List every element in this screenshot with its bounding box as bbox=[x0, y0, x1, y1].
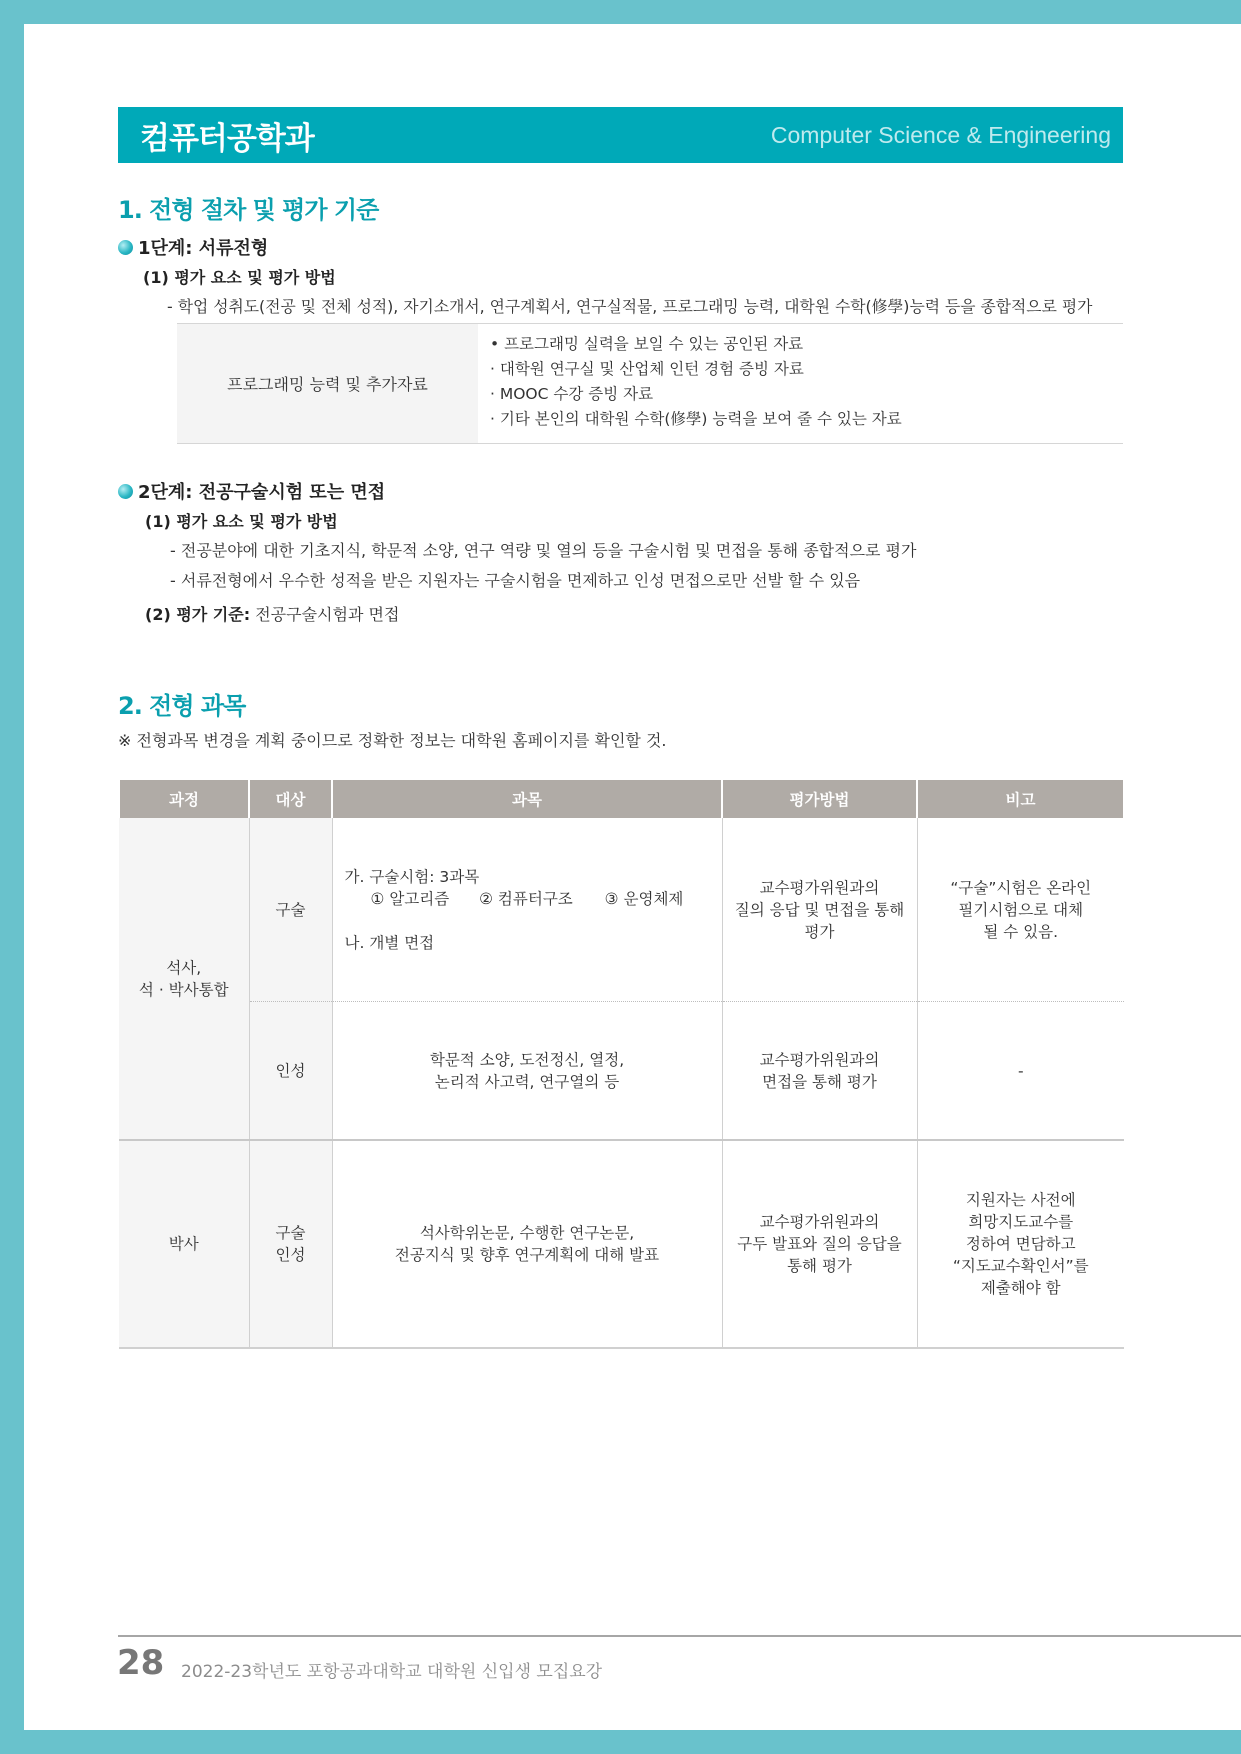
subject-phd bbox=[332, 1140, 722, 1348]
subject-item: ③ 운영체제 bbox=[604, 889, 684, 908]
material-item: • 프로그래밍 실력을 보일 수 있는 공인된 자료 bbox=[490, 335, 804, 353]
method-line: 구두 발표와 질의 응답을 bbox=[737, 1235, 902, 1253]
header-target: 대상 bbox=[249, 780, 332, 818]
method-line: 교수평가위원과의 bbox=[759, 1050, 880, 1069]
target-line: 인성 bbox=[275, 1246, 306, 1264]
stage2-description-2: - 서류전형에서 우수한 성적을 받은 지원자는 구술시험을 면제하고 인성 면접으로만 선발 할 수 있음 bbox=[170, 571, 861, 590]
header-course: 과정 bbox=[119, 780, 249, 818]
footer-text: 2022-23학년도 포항공과대학교 대학원 신입생 모집요강 bbox=[181, 1662, 603, 1682]
subject-line: 전공지식 및 향후 연구계획에 대해 발표 bbox=[394, 1246, 660, 1264]
course-phd: 박사 bbox=[119, 1140, 249, 1348]
footer-divider bbox=[118, 1635, 1241, 1637]
subject-oral bbox=[332, 818, 722, 1002]
course-line: 석사, bbox=[166, 958, 202, 977]
method-line: 통해 평가 bbox=[787, 1257, 852, 1275]
target-oral: 구술 bbox=[249, 818, 332, 1002]
bullet-dot-icon bbox=[118, 240, 133, 255]
material-box bbox=[177, 323, 1123, 444]
header-subject: 과목 bbox=[332, 780, 722, 818]
subject-line: 논리적 사고력, 연구열의 등 bbox=[434, 1072, 620, 1091]
course-masters bbox=[119, 818, 249, 1140]
stage2-subheading: (1) 평가 요소 및 평가 방법 bbox=[145, 512, 338, 531]
page-number: 28 bbox=[117, 1643, 165, 1683]
table-row bbox=[119, 1002, 1124, 1141]
note-line: 희망지도교수를 bbox=[968, 1213, 1074, 1231]
note-line: 제출해야 함 bbox=[980, 1279, 1061, 1297]
method-line: 교수평가위원과의 bbox=[759, 1213, 880, 1231]
section2-title: 2. 전형 과목 bbox=[118, 692, 246, 720]
note-phd bbox=[917, 1140, 1124, 1348]
page-frame-left bbox=[0, 0, 24, 1754]
stage1-description: - 학업 성취도(전공 및 전체 성적), 자기소개서, 연구계획서, 연구실적물, 프로그래밍 능력, 대학원 수학(修學)능력 등을 종합적으로 평가 bbox=[167, 297, 1093, 316]
stage1-heading bbox=[118, 234, 268, 260]
page-frame-bottom bbox=[0, 1730, 1241, 1754]
material-item: · 대학원 연구실 및 산업체 인턴 경험 증빙 자료 bbox=[490, 360, 804, 378]
subject-line: 학문적 소양, 도전정신, 열정, bbox=[429, 1050, 625, 1069]
table-row bbox=[119, 818, 1124, 1002]
method-phd bbox=[722, 1140, 917, 1348]
subject-personality bbox=[332, 1002, 722, 1141]
subject-oral-b: 나. 개별 면접 bbox=[344, 933, 435, 952]
section2-note: ※ 전형과목 변경을 계획 중이므로 정확한 정보는 대학원 홈페이지를 확인할 것. bbox=[118, 731, 667, 750]
stage1-title: 1단계: 서류전형 bbox=[138, 238, 269, 259]
note-line: 정하여 면담하고 bbox=[965, 1235, 1076, 1253]
header-note: 비고 bbox=[917, 780, 1124, 818]
department-title-english: Computer Science & Engineering bbox=[770, 121, 1111, 148]
material-list bbox=[478, 324, 1123, 443]
note-line: “구술”시험은 온라인 bbox=[950, 878, 1092, 897]
note-oral bbox=[917, 818, 1124, 1002]
method-line: 면접을 통해 평가 bbox=[762, 1072, 877, 1091]
target-line: 구술 bbox=[275, 1224, 306, 1242]
method-line: 평가 bbox=[804, 922, 835, 941]
method-line: 교수평가위원과의 bbox=[759, 878, 880, 897]
table-header-row bbox=[119, 780, 1124, 818]
stage2-criteria-text: 전공구술시험과 면접 bbox=[250, 605, 400, 624]
course-line: 석 · 박사통합 bbox=[138, 980, 229, 999]
material-item: · 기타 본인의 대학원 수학(修學) 능력을 보여 줄 수 있는 자료 bbox=[490, 410, 902, 428]
note-line: 필기시험으로 대체 bbox=[958, 900, 1084, 919]
subject-oral-a: 가. 구술시험: 3과목 bbox=[344, 867, 480, 886]
stage2-criteria bbox=[145, 602, 399, 625]
note-line: 될 수 있음. bbox=[983, 922, 1059, 941]
stage2-description-1: - 전공분야에 대한 기초지식, 학문적 소양, 연구 역량 및 열의 등을 구술시험 및 면접을 통해 종합적으로 평가 bbox=[170, 541, 917, 560]
target-personality: 인성 bbox=[249, 1002, 332, 1141]
page-frame-top bbox=[0, 0, 1241, 24]
stage2-heading bbox=[118, 478, 385, 504]
material-item: · MOOC 수강 증빙 자료 bbox=[490, 385, 654, 403]
note-line: “지도교수확인서”를 bbox=[952, 1257, 1089, 1275]
note-line: 지원자는 사전에 bbox=[965, 1191, 1076, 1209]
stage2-title: 2단계: 전공구술시험 또는 면접 bbox=[138, 482, 386, 503]
header-method: 평가방법 bbox=[722, 780, 917, 818]
bullet-dot-icon bbox=[118, 484, 133, 499]
subjects-table bbox=[118, 780, 1125, 1349]
subject-item: ① 알고리즘 bbox=[370, 889, 450, 908]
subject-oral-items bbox=[345, 888, 714, 910]
material-label: 프로그래밍 능력 및 추가자료 bbox=[177, 324, 478, 443]
section1-title: 1. 전형 절차 및 평가 기준 bbox=[118, 196, 379, 224]
department-header bbox=[118, 107, 1123, 163]
target-phd bbox=[249, 1140, 332, 1348]
method-personality bbox=[722, 1002, 917, 1141]
subject-line: 석사학위논문, 수행한 연구논문, bbox=[419, 1224, 635, 1242]
note-personality: - bbox=[917, 1002, 1124, 1141]
stage2-criteria-label: (2) 평가 기준: bbox=[145, 605, 251, 624]
stage1-subheading: (1) 평가 요소 및 평가 방법 bbox=[143, 268, 336, 287]
method-oral bbox=[722, 818, 917, 1002]
table-row bbox=[119, 1140, 1124, 1348]
subject-item: ② 컴퓨터구조 bbox=[479, 889, 573, 908]
department-title-korean: 컴퓨터공학과 bbox=[140, 120, 314, 157]
method-line: 질의 응답 및 면접을 통해 bbox=[734, 900, 905, 919]
